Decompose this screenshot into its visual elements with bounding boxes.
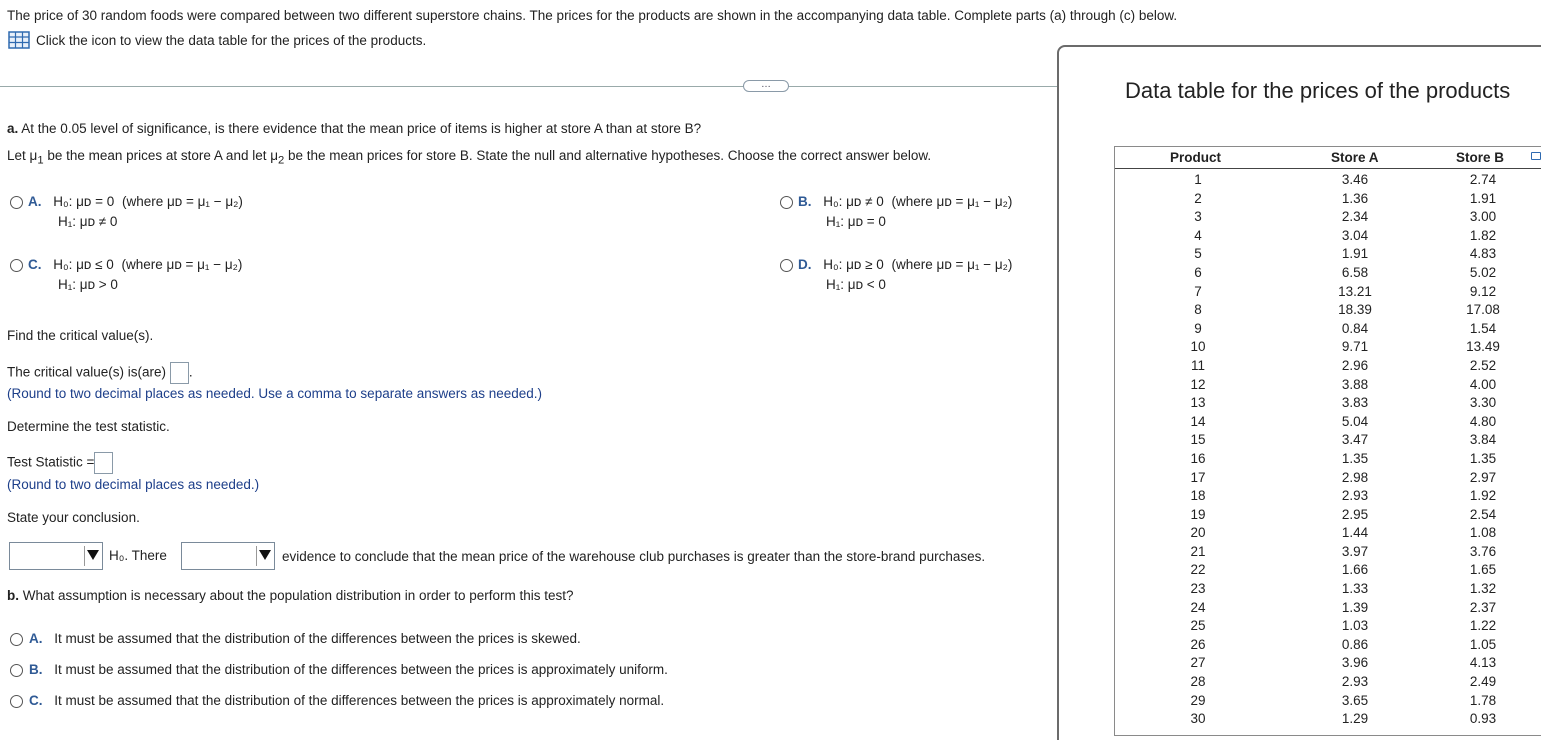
radio-assumption-c[interactable] (10, 695, 23, 708)
part-b-question (7, 588, 574, 603)
table-cell: 1.82 (1469, 227, 1497, 243)
table-cell: 13 (1190, 395, 1206, 411)
part-a-instruction: Let $\mu_1$ be the mean prices at store A and let $\mu_2$ be the mean prices for store B. State the null and alternative hypotheses. Choose the correct answer below. (7, 148, 932, 167)
table-cell: 1.65 (1469, 562, 1497, 578)
radio-option-d[interactable] (780, 259, 793, 272)
critical-value-hint: (Round to two decimal places as needed. Use a comma to separate answers as needed.) (7, 386, 543, 401)
table-cell: 11 (1190, 357, 1205, 373)
table-cell: 7 (1194, 283, 1202, 299)
table-cell: 22 (1190, 562, 1206, 578)
section-divider (0, 86, 1057, 87)
table-cell: 1.03 (1341, 618, 1369, 634)
assumption-option-a[interactable]: A. It must be assumed that the distribution of the differences between the prices is skewed. (10, 631, 581, 646)
table-cell: 3.46 (1341, 172, 1369, 187)
table-cell: 5.04 (1341, 413, 1369, 429)
table-cell: 18 (1190, 488, 1206, 504)
table-cell: 23 (1190, 581, 1206, 597)
critical-value-prompt: Find the critical value(s). (7, 328, 154, 343)
header-product: Product (1170, 150, 1222, 165)
table-cell: 2 (1194, 190, 1202, 206)
test-statistic-input[interactable] (94, 452, 113, 474)
table-cell: 3.04 (1341, 227, 1369, 243)
column-store-a (1327, 171, 1383, 729)
table-cell: 2.97 (1469, 469, 1497, 485)
table-grid-icon[interactable] (8, 31, 30, 49)
table-cell: 1.44 (1341, 525, 1369, 541)
table-cell: 1.33 (1341, 581, 1369, 597)
table-cell: 5 (1194, 246, 1202, 262)
table-header (1115, 147, 1541, 169)
test-statistic-prompt: Determine the test statistic. (7, 419, 170, 434)
table-cell: 2.96 (1341, 357, 1369, 373)
table-cell: 1.22 (1469, 618, 1497, 634)
table-cell: 30 (1190, 711, 1206, 727)
data-table (1114, 146, 1541, 736)
radio-option-b[interactable] (780, 196, 793, 209)
table-cell: 28 (1190, 674, 1206, 690)
table-cell: 16 (1190, 450, 1206, 466)
table-cell: 3.30 (1469, 395, 1497, 411)
table-cell: 12 (1190, 376, 1206, 392)
table-cell: 25 (1190, 618, 1206, 634)
table-cell: 4.80 (1469, 413, 1497, 429)
table-cell: 17 (1190, 469, 1206, 485)
conclusion-evidence-dropdown[interactable] (181, 542, 275, 570)
table-cell: 5.02 (1469, 264, 1497, 280)
table-cell: 18.39 (1338, 302, 1372, 318)
table-cell: 1.54 (1469, 320, 1497, 336)
table-cell: 1.91 (1469, 190, 1497, 206)
table-cell: 29 (1190, 692, 1206, 708)
table-cell: 27 (1190, 655, 1206, 671)
header-store-b: Store B (1456, 150, 1505, 165)
hypothesis-option-c[interactable]: C. H₀: μᴅ ≤ 0 (where μᴅ = μ₁ − μ₂) H₁: μᴅ > 0 (10, 255, 242, 295)
table-cell: 2.74 (1469, 172, 1497, 187)
test-statistic-hint: (Round to two decimal places as needed.) (7, 477, 260, 492)
table-cell: 1.39 (1341, 599, 1369, 615)
table-cell: 3.76 (1469, 543, 1497, 559)
table-cell: 20 (1190, 525, 1206, 541)
table-cell: 1.32 (1469, 581, 1497, 597)
critical-value-row: The critical value(s) is(are) . (7, 362, 193, 384)
table-cell: 2.52 (1469, 357, 1497, 373)
table-cell: 1.36 (1341, 190, 1369, 206)
table-cell: 0.86 (1341, 636, 1369, 652)
header-store-a: Store A (1331, 150, 1379, 165)
conclusion-rest-text: evidence to conclude that the mean price of the warehouse club purchases is greater than the store-brand purchases. (282, 549, 986, 564)
table-cell: 19 (1190, 506, 1206, 522)
table-cell: 1.92 (1469, 488, 1497, 504)
table-cell: 1.08 (1469, 525, 1497, 541)
table-cell: 3.84 (1469, 432, 1497, 448)
table-cell: 4.83 (1469, 246, 1497, 262)
column-product (1175, 171, 1221, 729)
table-cell: 3.88 (1341, 376, 1369, 392)
part-a-question (7, 121, 701, 136)
conclusion-reject-dropdown[interactable] (9, 542, 103, 570)
table-cell: 2.95 (1341, 506, 1369, 522)
table-cell: 4.13 (1469, 655, 1497, 671)
table-cell: 14 (1190, 413, 1206, 429)
test-statistic-row: Test Statistic = (7, 452, 113, 474)
table-cell: 17.08 (1466, 302, 1500, 318)
expand-more-button[interactable]: … (743, 80, 789, 92)
critical-value-input[interactable] (170, 362, 189, 384)
hypothesis-option-d[interactable]: D. H₀: μᴅ ≥ 0 (where μᴅ = μ₁ − μ₂) H₁: μᴅ < 0 (780, 255, 1012, 295)
table-cell: 6 (1194, 264, 1202, 280)
chevron-down-icon (259, 550, 271, 560)
table-cell: 2.54 (1469, 506, 1497, 522)
table-cell: 4.00 (1469, 376, 1497, 392)
part-b-label: b. (7, 588, 19, 603)
table-cell: 21 (1190, 543, 1206, 559)
table-cell: 3.00 (1469, 209, 1497, 225)
table-cell: 3.47 (1341, 432, 1369, 448)
table-cell: 15 (1190, 432, 1206, 448)
part-b-question-text: What assumption is necessary about the population distribution in order to perform this test? (22, 588, 574, 603)
table-cell: 3 (1194, 209, 1202, 225)
hypothesis-option-a[interactable]: A. H₀: μᴅ = 0 (where μᴅ = μ₁ − μ₂) H₁: μᴅ ≠ 0 (10, 192, 243, 232)
radio-assumption-a[interactable] (10, 633, 23, 646)
conclusion-h0-text: H₀. There (109, 548, 167, 563)
table-cell: 2.34 (1341, 209, 1369, 225)
table-cell: 26 (1190, 636, 1206, 652)
data-table-link-text[interactable]: Click the icon to view the data table for the prices of the products. (36, 32, 427, 48)
table-cell: 0.84 (1341, 320, 1369, 336)
chevron-down-icon (87, 550, 99, 560)
hypothesis-option-b[interactable]: B. H₀: μᴅ ≠ 0 (where μᴅ = μ₁ − μ₂) H₁: μᴅ = 0 (780, 192, 1012, 232)
table-cell: 3.83 (1341, 395, 1369, 411)
problem-intro: The price of 30 random foods were compared between two different superstore chains. The prices for the products are shown in the accompanying data table. Complete parts (a) through (c) below. (7, 8, 1178, 23)
table-cell: 9.71 (1341, 339, 1369, 355)
radio-assumption-b[interactable] (10, 664, 23, 677)
part-a-label: a. (7, 121, 19, 136)
table-cell: 1.35 (1341, 450, 1369, 466)
table-cell: 1.78 (1469, 692, 1497, 708)
table-cell: 2.93 (1341, 674, 1369, 690)
table-cell: 13.21 (1338, 283, 1372, 299)
table-cell: 2.93 (1341, 488, 1369, 504)
part-a-question-text: At the 0.05 level of significance, is there evidence that the mean price of items is higher at store A than at store B? (21, 121, 702, 136)
table-cell: 1.66 (1341, 562, 1369, 578)
table-cell: 1.35 (1469, 450, 1497, 466)
table-cell: 1 (1194, 172, 1202, 187)
assumption-option-b[interactable]: B. It must be assumed that the distribution of the differences between the prices is approximately uniform. (10, 662, 668, 677)
table-cell: 8 (1194, 302, 1202, 318)
table-cell: 6.58 (1341, 264, 1369, 280)
table-cell: 3.96 (1341, 655, 1369, 671)
table-cell: 24 (1190, 599, 1206, 615)
table-cell: 1.29 (1341, 711, 1369, 727)
table-cell: 2.49 (1469, 674, 1497, 690)
radio-option-c[interactable] (10, 259, 23, 272)
data-table-link[interactable] (8, 31, 426, 49)
conclusion-prompt: State your conclusion. (7, 510, 140, 525)
table-cell: 3.65 (1341, 692, 1369, 708)
table-cell: 0.93 (1469, 711, 1497, 727)
assumption-option-c[interactable]: C. It must be assumed that the distribution of the differences between the prices is approximately normal. (10, 693, 664, 708)
table-cell: 10 (1190, 339, 1206, 355)
table-cell: 13.49 (1466, 339, 1500, 355)
table-cell: 9 (1194, 320, 1202, 336)
data-table-title: Data table for the prices of the products (1125, 78, 1511, 103)
table-cell: 2.98 (1341, 469, 1369, 485)
table-cell: 2.37 (1469, 599, 1497, 615)
table-cell: 1.91 (1341, 246, 1369, 262)
table-cell: 9.12 (1469, 283, 1497, 299)
table-cell: 1.05 (1469, 636, 1497, 652)
table-cell: 3.97 (1341, 543, 1369, 559)
table-cell: 4 (1194, 227, 1202, 243)
radio-option-a[interactable] (10, 196, 23, 209)
column-store-b (1455, 171, 1511, 729)
